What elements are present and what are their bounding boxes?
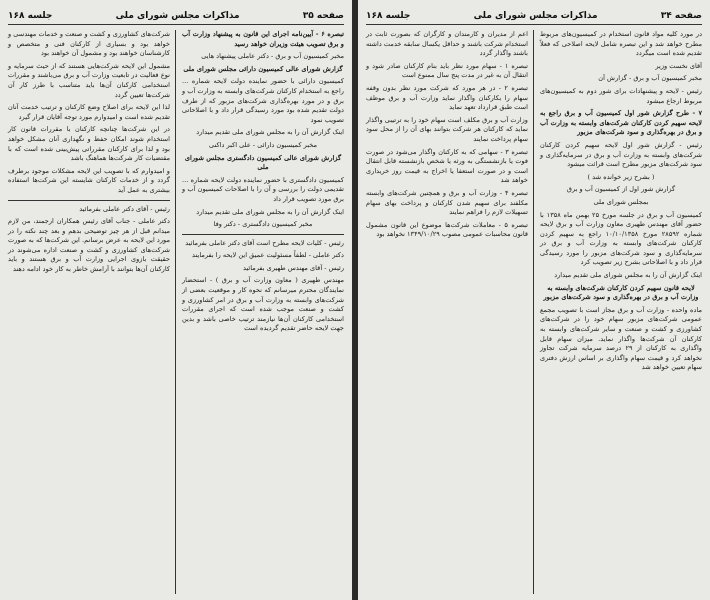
paragraph: مخبر کمیسیون آب و برق - گزارش آن	[598, 74, 702, 83]
signature: مخبر کمیسیون دادگستری - دکتر وفا	[213, 220, 313, 229]
chairman-statement: رئیس - لایحه و پیشنهادات برای شور دوم به کمیسیون‌های مربوط ارجاع میشود	[540, 86, 702, 105]
paragraph: کمیسیون آب و برق در جلسه مورخ ۲۵ بهمن ماه ۱۳۵۸ با حضور آقای مهندس طهیری معاون وزارت آب و برق لایحه شماره ۲۸۵۹۲ مورخ ۱۰/۱۰/۱۳۵۸ راجع به سهیم کردن کارکنان شرکت‌های وابسته به وزارت آب و برق در سرمایه‌گذاری و سود شرکت‌های مزبور را مورد رسیدگی قرار داد و با اصلاحاتی بشرح زیر تصویب کرد	[540, 210, 702, 267]
right-page-column-right	[540, 30, 702, 594]
paragraph: کمیسیون دارائی با حضور نماینده دولت لایحه شماره ... راجع به استخدام کارکنان شرکت‌های وابسته به وزارت آب و برق و در مورد بهره‌گذاری شرکت‌های مزبور که از طرف دولت تقدیم شده بود مورد رسیدگی قرار داد و با اصلاحاتی تصویب نمود	[182, 77, 344, 124]
divider	[8, 200, 170, 201]
paragraph: شرکت‌های کشاورزی و کشت و صنعت و خدمات مهندسی و خواهد بود و بسیاری از کارکنان فنی و متخصص و کارشناسان خواهند بود و مشمول آن خواهند بود	[8, 30, 170, 58]
report-heading: گزارش شورای عالی کمیسیون دادگستری مجلس شورای ملی	[184, 153, 342, 172]
paragraph: در مورد کلیه مواد قانون استخدام در کمیسیون‌های مربوط مطرح خواهد شد و این تبصره شامل لایحه اصلاحی که فعلاً تقدیم شده است میگردد	[540, 30, 702, 58]
chairman-statement: رئیس - آقای مهندس طهیری بفرمائید	[242, 263, 344, 272]
left-page-header	[8, 8, 344, 25]
divider	[182, 234, 344, 235]
note-5: تبصره ۵ - معاملات شرکت‌ها موضوع این قانون مشمول قانون محاسبات عمومی مصوب ۱۳۴۹/۱۰/۲۹ نخواهد بود	[366, 220, 529, 239]
journal-title: مذاکرات مجلس شورای ملی	[115, 11, 240, 21]
right-page-column-left	[366, 30, 528, 594]
paragraph: مخبر کمیسیون آب و برق - دکتر عاملی پیشنهاد هایی	[201, 52, 344, 61]
left-page	[0, 0, 352, 600]
left-page-column-right	[182, 30, 344, 594]
paragraph: وزارت آب و برق مکلف است سهام خود را به ترتیبی واگذار نماید که کارکنان هر شرکت بتوانند بهای آن را از محل سود سهام پرداخت نمایند	[366, 115, 528, 143]
paragraph: در این شرکت‌ها چنانچه کارکنان با مقررات قانون کار استخدام شوند امکان حفظ و نگهداری آنان مشکل خواهد بود و لذا برای کارکنان مقرراتی پیش‌بینی شده است که با مقتضیات کار شرکت‌ها هماهنگ باشد	[8, 125, 170, 163]
agenda-item-title: ۷ - طرح گزارش شور اول کمیسیون آب و برق راجع به لایحه سهیم کردن کارکنان شرکت‌های وابسته به وزارت آب و برق در بهره‌گذاری و سود شرکت‌های مزبور	[540, 109, 702, 137]
paragraph: لذا این لایحه برای اصلاح وضع کارکنان و ترتیب خدمت آنان تقدیم شده است و امیدوارم مورد توجه آقایان قرار گیرد	[8, 103, 170, 121]
chairman-statement: رئیس - گزارش شور اول لایحه سهیم کردن کارکنان شرکت‌های وابسته به وزارت آب و برق در سرمایه‌گذاری و سود شرکت‌های مزبور مطرح است قرائت میشود	[540, 140, 702, 169]
report-heading: گزارش شور اول از کمیسیون آب و برق	[566, 185, 676, 194]
speaker-statement: دکتر عاملی - جناب آقای رئیس همکاران ارجمند، من لازم میدانم قبل از هر چیز توضیحی بدهم و بعد چند نکته را در مورد این لایحه به عرض برسانم. این شرکت‌ها که به صورت شرکت‌های کشاورزی و کشت و صنعت اداره می‌شوند در حقیقت بازوی اجرایی وزارت آب و برق هستند و باید کارکنان آن‌ها بتوانند با آرامش خاطر به کار خود ادامه دهند	[8, 217, 170, 274]
note-4: تبصره ۴ - وزارت آب و برق و همچنین شرکت‌های وابسته مکلفند برای سهیم شدن کارکنان و پرداخت بهای سهام تسهیلات لازم را فراهم نمایند	[366, 188, 528, 217]
note-1: تبصره ۱ - سهام مورد نظر باید بنام کارکنان صادر شود و انتقال آن به غیر در مدت پنج سال ممنوع است	[366, 61, 528, 80]
paragraph: آقای نخست وزیر	[655, 61, 702, 70]
journal-title: مذاکرات مجلس شورای ملی	[473, 11, 598, 21]
addressee: بمجلس شورای ملی	[593, 197, 649, 206]
page-number: صفحه ۳۴	[660, 11, 702, 21]
paragraph: اینک گزارش آن را به مجلس شورای ملی تقدیم میدارد	[196, 207, 344, 216]
paragraph: اینک گزارش آن را به مجلس شورای ملی تقدیم میدارد	[196, 128, 344, 137]
signature: مخبر کمیسیون دارائی - علی اکبر داکنی	[208, 140, 317, 149]
report-heading: گزارش شورای عالی کمیسیون دارائی مجلس شورای ملی	[183, 64, 343, 73]
column-divider	[175, 30, 176, 594]
note-3: تبصره ۳ - سهامی که به کارکنان واگذار می‌شود در صورت فوت یا بازنشستگی به ورثه یا شخص بازنشسته قابل انتقال است و در صورت استعفا یا اخراج به قیمت روز خریداری خواهد شد	[366, 147, 528, 185]
paragraph: مشمول این لایحه شرکت‌هایی هستند که از حیث سرمایه و نوع فعالیت در تابعیت وزارت آب و برق می‌باشند و مقررات استخدامی کارکنان آن‌ها باید متناسب با طرز کار آن شرکت‌ها تعیین گردد	[8, 61, 170, 99]
note-6: تبصره ۶ - آیین‌نامه اجرای این قانون به پیشنهاد وزارت آب و برق تصویب هیئت وزیران خواهد رسید	[182, 30, 345, 48]
paragraph: اعم از مدیران و کارمندان و کارگران که بصورت ثابت در استخدام شرکت باشند و حداقل یکسال سابقه خدمت داشته باشند واگذار گردد	[366, 30, 528, 58]
session-number: جلسه ۱۶۸	[366, 11, 411, 21]
session-number: جلسه ۱۶۸	[8, 11, 53, 21]
bill-title: لایحه قانون سهیم کردن کارکنان شرکت‌های وابسته به وزارت آب و برق در بهره‌گذاری و سود شرکت‌های مزبور	[543, 283, 699, 302]
speaker-statement: دکتر عاملی - لطفاً مسئولیت عمیق این لایحه را بفرمایند	[192, 251, 344, 260]
paragraph: اینک گزارش آن را به مجلس شورای ملی تقدیم میدارد	[554, 271, 702, 280]
left-page-column-left	[8, 30, 170, 594]
right-page-header	[366, 8, 702, 25]
speaker-statement: مهندس طهیری ( معاون وزارت آب و برق ) - استحضار نمایندگان محترم میرسانم که نحوه کار و موقعیت بعضی از شرکت‌های وابسته به وزارت آب و برق در امر کشاورزی و کشت و صنعت موجب شده است که اجرای مقررات استخدامی کارکنان آن‌ها نیازمند ترتیب خاصی باشد و بدین جهت لایحه حاضر تقدیم گردیده است	[182, 276, 344, 333]
chairman-statement: رئیس - آقای دکتر عاملی بفرمائید	[79, 204, 170, 213]
paragraph: و امیدوارم که با تصویب این لایحه مشکلات موجود برطرف گردد و از خدمات کارکنان شایسته این شرکت‌ها استفاده بیشتری به عمل آید	[8, 166, 170, 194]
column-divider	[533, 30, 534, 594]
chairman-statement: رئیس - کلیات لایحه مطرح است آقای دکتر عاملی بفرمائید	[185, 238, 344, 247]
paragraph: کمیسیون دادگستری با حضور نماینده دولت لایحه شماره ... تقدیمی دولت را بررسی و آن را با اصلاحات کمیسیون آب و برق مورد تصویب قرار داد	[182, 175, 344, 203]
page-number: صفحه ۳۵	[302, 11, 344, 21]
single-article: ماده واحده - وزارت آب و برق مجاز است با تصویب مجمع عمومی شرکت‌های مزبور سهام خود را در شرکت‌های کشاورزی و کشت و صنعت و سایر شرکت‌های وابسته به کارکنان آن شرکت‌ها واگذار نماید. میزان سهام قابل واگذاری به کارکنان از ۲۹ درصد سرمایه شرکت تجاوز نخواهد کرد و قیمت سهام واگذاری بر اساس ارزش دفتری سهام تعیین خواهد شد	[540, 305, 702, 372]
note-2: تبصره ۲ - در هر مورد که شرکت مورد نظر بدون وقفه سهام را بکارکنان واگذار نماید وزارت آب و برق موظف است طبق قرارداد تعهد نماید	[366, 83, 529, 112]
right-page	[358, 0, 710, 600]
reading-note: ( بشرح زیر خوانده شد )	[587, 172, 655, 181]
